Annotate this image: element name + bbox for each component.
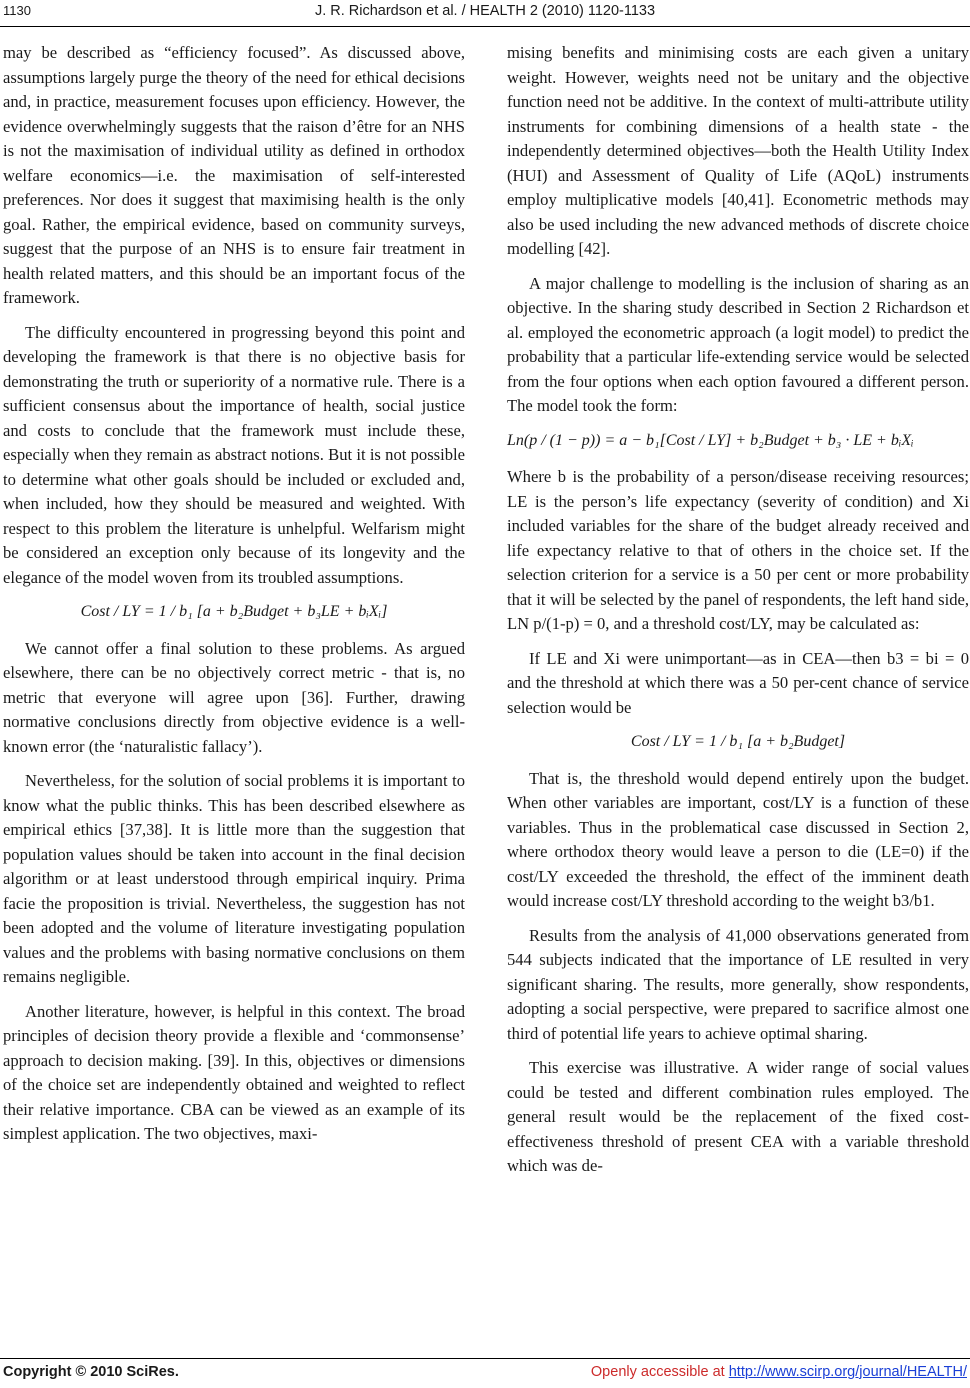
left-paragraph-5: Another literature, however, is helpful in this context. The broad principles of decision theory provide a flexible and ‘commonsense’ approach to decision making. [39]. In this, objectives or dimensions of the choice set are independently obtained and weighted to reflect their relative importance. CBA can be viewed as an example of its simplest application. The two objectives, maxi- [3,1001,465,1143]
right-paragraph-6: Results from the analysis of 41,000 observations generated from 544 subjects indicated that the importance of LE resulted in very significant sharing. The results, more generally, show respondents, adopting a social perspective, were prepared to sacrifice almost one third of potential life years to achieve optimal sharing. [507,925,969,1043]
open-access-notice [591,1364,967,1380]
left-paragraph-4: Nevertheless, for the solution of social problems it is important to know what the public thinks. This has been described elsewhere as empirical ethics [37,38]. It is little more than the suggestion that population values should be taken into account in the final decision algorithm or at least understood through empirical inquiry. Prima facie the proposition is trivial. Nevertheless, the suggestion has not been adopted and the volume of literature investigating population values and the problems with basing normative conclusions on them remains negligible. [3,771,465,986]
footer-rule [0,1358,970,1359]
running-head: J. R. Richardson et al. / HEALTH 2 (2010) 1120-1133 [314,3,656,19]
left-paragraph-2: The difficulty encountered in progressing beyond this point and developing the framework is that there is no objective basis for demonstrating the truth or superiority of a normative rule. There is a sufficient consensus about the importance of health, social justice and costs to conclude that the framework must include these, especially when they remain as abstract notions. But it is not possible to determine what other goals should be included or excluded and, when included, how they should be measured and weighted. With respect to this problem the literature is unhelpful. Welfarism might be considered an exception only because of its longevity and the elegance of the model woven from its troubled assumptions. [3,322,465,587]
right-paragraph-3: Where b is the probability of a person/disease receiving resources; LE is the person’s life expectancy (severity of condition) and Xi included variables for the share of the budget already received and life expectancy relative to that of others in the choice set. If the selection criterion for a service is a 50 per cent or more probability that it will be selected by the panel of respondents, the left hand side, LN p/(1-p) = 0, and a threshold cost/LY, may be calculated as: [507,467,969,633]
page-header [0,0,970,26]
right-paragraph-2: A major challenge to modelling is the inclusion of sharing as an objective. In the sharing study described in Section 2 Richardson et al. employed the econometric approach (a logit model) to predict the probability that a particular life-extending service would be selected from the four options when each option favoured a different person. The model took the form: [507,273,969,415]
right-paragraph-5: That is, the threshold would depend entirely upon the budget. When other variables are important, cost/LY is a function of these variables. Thus in the problematical case discussed in Section 2, where orthodox theory would leave a person to die (LE=0) if the cost/LY exceeded the threshold, the effect of the imminent death would increase cost/LY threshold according to the weight b3/b1. [507,768,969,910]
journal-link[interactable]: http://www.scirp.org/journal/HEALTH/ [728,1364,967,1380]
header-rule [0,26,970,27]
page-number: 1130 [3,3,31,18]
equation-logit-model: Ln(p / (1 − p)) = a − b₁[Cost / LY] + b₂Budget + b₃ · LE + bᵢXᵢ [507,431,914,449]
right-paragraph-4: If LE and Xi were unimportant—as in CEA—then b3 = bi = 0 and the threshold at which there was a 50 per-cent chance of service selection would be [507,648,969,717]
left-paragraph-3: We cannot offer a final solution to these problems. As argued elsewhere, there can be no objectively correct metric - that is, no metric that everyone will agree upon [36]. Further, drawing normative conclusions directly from objective evidence is a well-known error (the ‘naturalistic fallacy’). [3,638,465,756]
left-column [3,41,465,1147]
copyright-notice: Copyright © 2010 SciRes. [3,1364,179,1380]
equation-cost-threshold-budget: Cost / LY = 1 / b₁ [a + b₂Budget] [630,733,846,750]
open-access-label: Openly accessible at [590,1364,729,1380]
right-column [507,41,969,1179]
right-paragraph-7: This exercise was illustrative. A wider range of social values could be tested and different combination rules employed. The general result would be the replacement of the fixed cost-effectiveness threshold of present CEA with a variable threshold which was de- [507,1058,969,1175]
equation-cost-threshold-full: Cost / LY = 1 / b₁ [a + b₂Budget + b₃LE + bᵢXᵢ] [80,603,388,620]
left-paragraph-1: may be described as “efficiency focused”. As discussed above, assumptions largely purge the theory of the need for ethical decisions and, in practice, measurement focuses upon efficiency. However, the evidence overwhelmingly suggests that the raison d’être for an NHS is not the maximisation of individual utility as defined in orthodox welfare economics—i.e. the maximisation of self-interested preferences. Nor does it suggest that maximising health is the only goal. Rather, the empirical evidence, based on community surveys, suggest that the purpose of an NHS is to ensure fair treatment in health related matters, and this should be an important focus of the framework. [3,43,465,307]
right-paragraph-1: mising benefits and minimising costs are each given a unitary weight. However, weights need not be unitary and the objective function need not be additive. In the context of multi-attribute utility instruments for combining dimensions of a health state - the independently determined objectives—both the Health Utility Index (HUI) and Assessment of Quality of Life (AQoL) instruments employ multiplicative models [40,41]. Econometric methods may also be used including the new advanced methods of discrete choice modelling [42]. [507,43,969,258]
